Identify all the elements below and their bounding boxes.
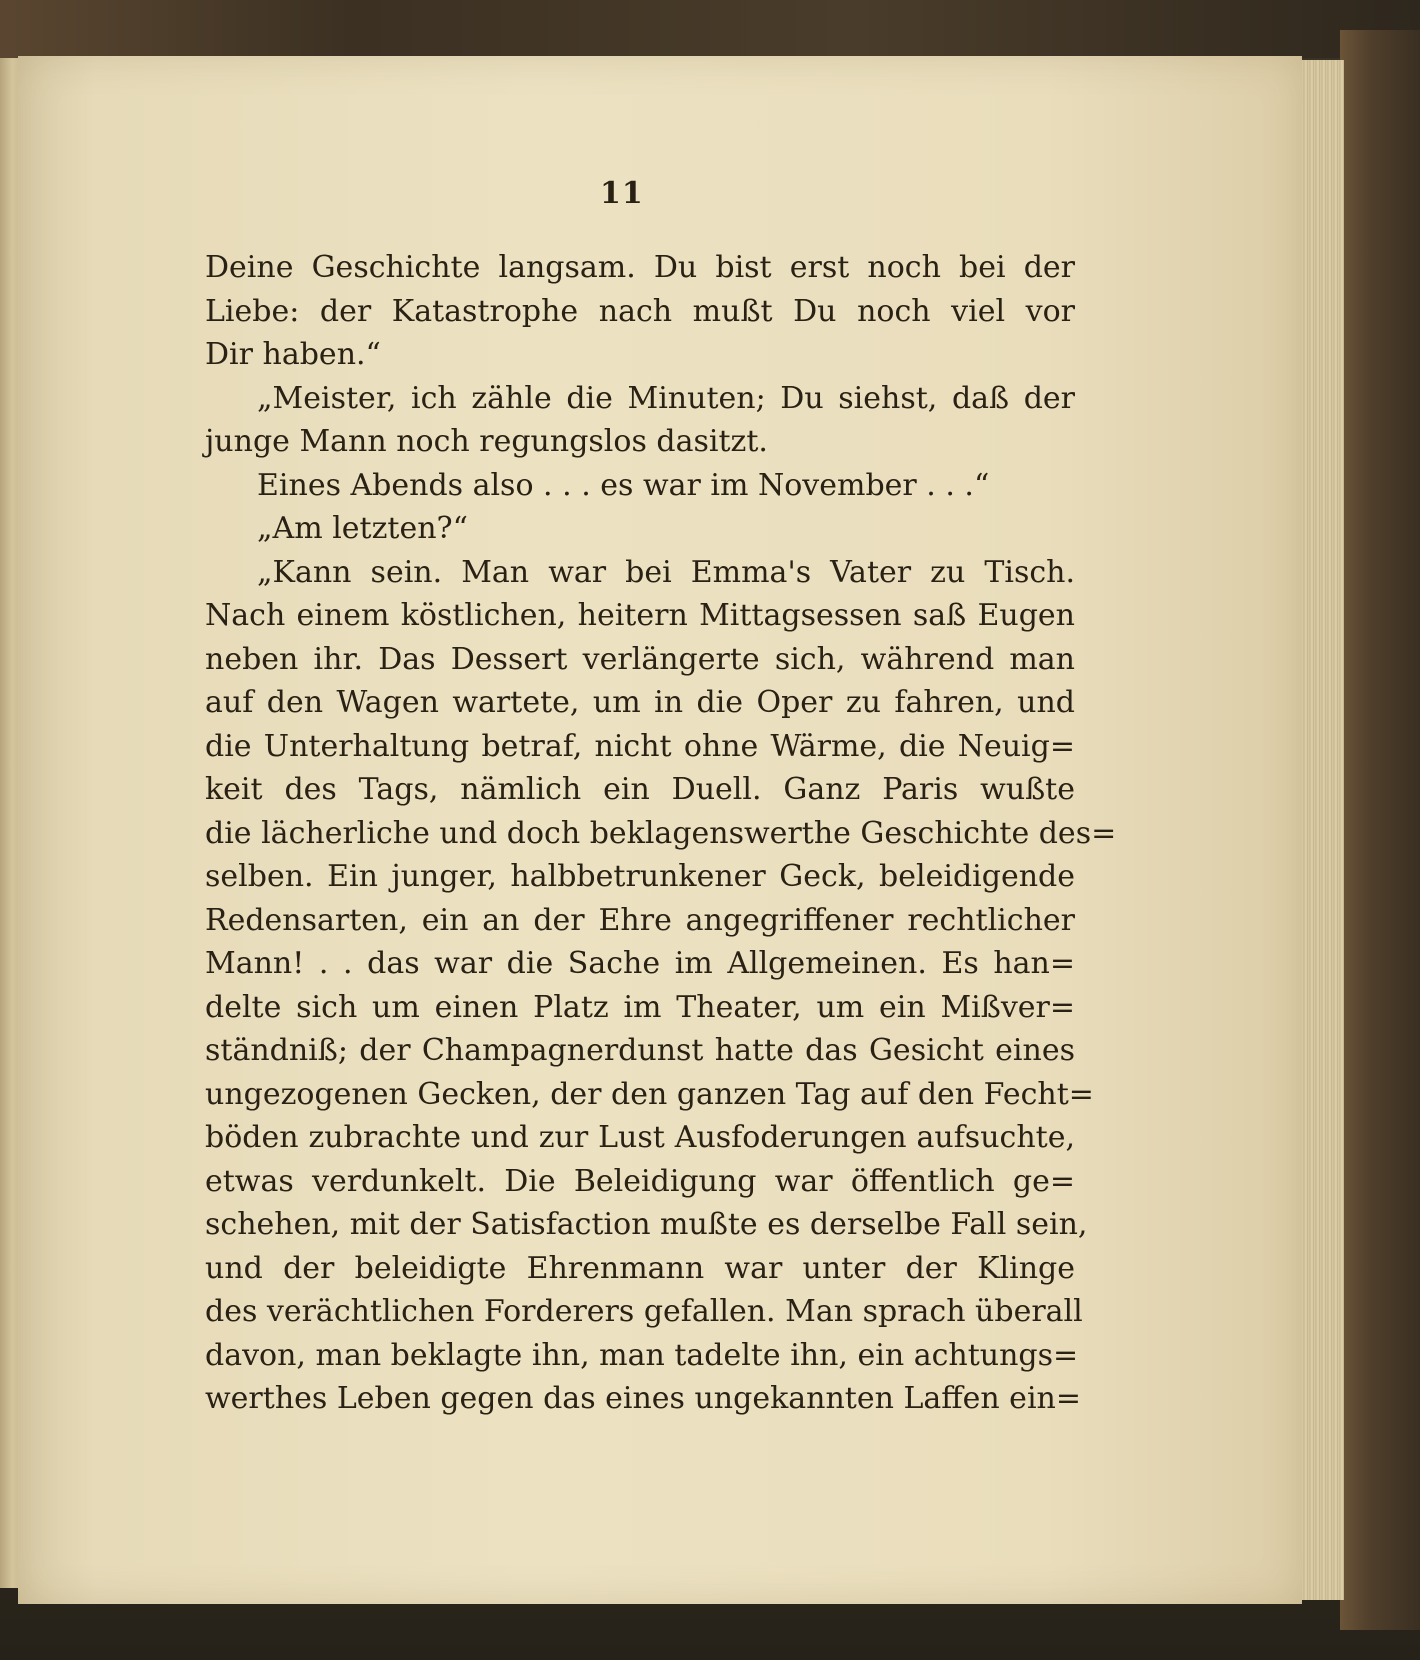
text-line: Liebe: der Katastrophe nach mußt Du noch viel vor (205, 293, 1075, 329)
body-text (205, 246, 1117, 1421)
text-line: des verächtlichen Forderers gefallen. Man sprach überall (205, 1294, 1083, 1329)
text-line: „Kann sein. Man war bei Emma's Vater zu Tisch. (257, 554, 1075, 590)
text-line: Nach einem köstlichen, heitern Mittagsessen saß Eugen (205, 598, 1075, 633)
text-line: delte sich um einen Platz im Theater, um ein Mißver= (205, 989, 1075, 1025)
left-page-edge (0, 58, 20, 1588)
text-line: etwas verdunkelt. Die Beleidigung war öffentlich ge= (205, 1163, 1075, 1199)
page-number: 11 (600, 176, 644, 211)
text-line: ungezogenen Gecken, der den ganzen Tag auf den Fecht= (205, 1076, 1094, 1112)
text-line: ständniß; der Champagnerdunst hatte das Gesicht eines (205, 1033, 1075, 1068)
book-cover-right (1340, 30, 1420, 1630)
text-line: Deine Geschichte langsam. Du bist erst noch bei der (205, 250, 1075, 285)
page-edges (1300, 60, 1344, 1600)
text-line: Dir haben.“ (205, 337, 381, 372)
text-line: die Unterhaltung betraf, nicht ohne Wärme, die Neuig= (205, 728, 1075, 764)
text-line: schehen, mit der Satisfaction mußte es derselbe Fall sein, (205, 1207, 1088, 1242)
text-line: und der beleidigte Ehrenmann war unter der Klinge (205, 1250, 1075, 1286)
text-line: „Meister, ich zähle die Minuten; Du siehst, daß der (257, 380, 1075, 416)
text-line: Eines Abends also . . . es war im November . . .“ (257, 467, 990, 503)
text-line: Mann! . . das war die Sache im Allgemeinen. Es han= (205, 946, 1075, 981)
text-line: „Am letzten?“ (257, 511, 468, 546)
text-line: davon, man beklagte ihn, man tadelte ihn, ein achtungs= (205, 1337, 1079, 1373)
text-line: selben. Ein junger, halbbetrunkener Geck, beleidigende (205, 859, 1075, 894)
text-line: neben ihr. Das Dessert verlängerte sich, während man (205, 641, 1075, 677)
text-line: keit des Tags, nämlich ein Duell. Ganz Paris wußte (205, 772, 1075, 807)
text-line: auf den Wagen wartete, um in die Oper zu fahren, und (205, 685, 1075, 720)
text-line: die lächerliche und doch beklagenswerthe Geschichte des= (205, 815, 1117, 851)
text-line: böden zubrachte und zur Lust Ausfoderungen aufsuchte, (205, 1120, 1075, 1155)
text-line: Redensarten, ein an der Ehre angegriffener rechtlicher (205, 902, 1075, 938)
book-cover-top (0, 0, 1420, 58)
text-line: junge Mann noch regungslos dasitzt. (205, 424, 768, 459)
text-line: werthes Leben gegen das eines ungekannten Laffen ein= (205, 1381, 1081, 1416)
